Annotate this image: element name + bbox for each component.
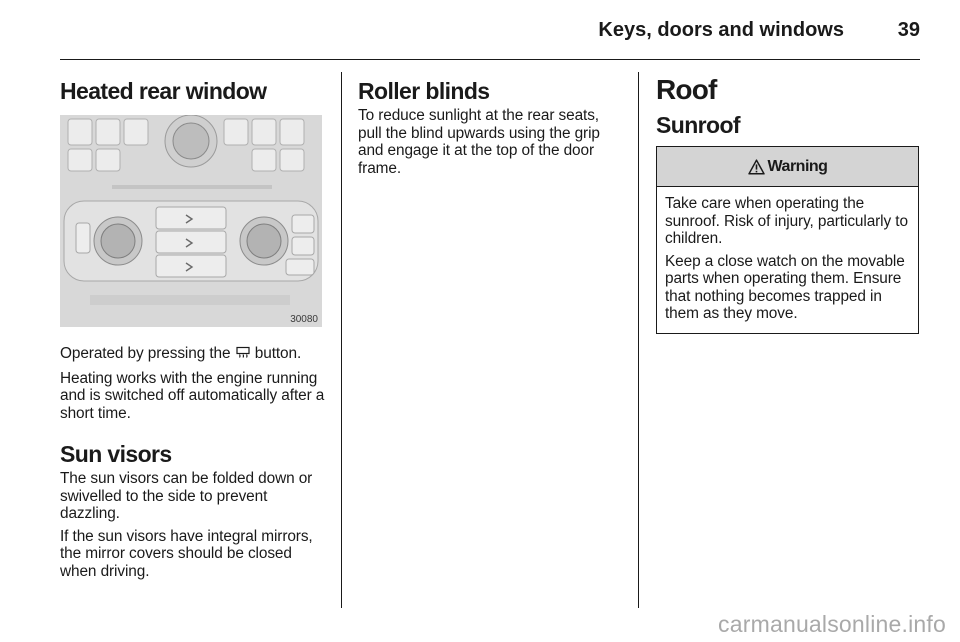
column-right xyxy=(656,62,920,334)
warning-triangle-icon xyxy=(748,159,765,175)
sunroof-heading: Sunroof xyxy=(656,112,740,138)
column-middle xyxy=(358,62,620,177)
column-left xyxy=(60,62,326,580)
instruction-text-start: Operated by pressing the xyxy=(60,345,235,362)
warning-body xyxy=(657,187,918,333)
column-divider xyxy=(638,72,639,608)
page-number: 39 xyxy=(897,19,920,41)
climate-control-panel-photo xyxy=(60,115,322,327)
roller-blinds-text: To reduce sunlight at the rear seats, pull the blind upwards using the grip and engage it at the top of the door frame. xyxy=(358,107,600,177)
warning-header xyxy=(657,147,918,187)
instruction-text-end: button. xyxy=(250,345,302,362)
sun-visors-text-2: If the sun visors have integral mirrors, the mirror covers should be closed when driving. xyxy=(60,527,313,580)
heated-rear-window-heading: Heated rear window xyxy=(60,78,267,104)
warning-text-2: Keep a close watch on the movable parts when operating them. Ensure that nothing becomes trapped in them as they move. xyxy=(665,252,905,322)
sun-visors-heading: Sun visors xyxy=(60,441,172,467)
heated-rear-window-info: Heating works with the engine running and is switched off automatically after a short time. xyxy=(60,369,325,422)
roof-heading: Roof xyxy=(656,74,717,105)
warning-box xyxy=(656,146,919,334)
page-header xyxy=(60,0,920,60)
warning-title: Warning xyxy=(767,157,828,175)
chapter-title: Keys, doors and windows xyxy=(598,19,844,41)
figure-code: 30080 xyxy=(290,314,318,325)
warning-text-1: Take care when operating the sunroof. Risk of injury, particularly to children. xyxy=(665,195,908,247)
sun-visors-text-1: The sun visors can be folded down or swivelled to the side to prevent dazzling. xyxy=(60,470,313,522)
climate-panel-illustration xyxy=(60,115,322,327)
heated-rear-window-icon xyxy=(236,346,250,365)
heated-rear-window-instruction xyxy=(60,345,326,365)
column-divider xyxy=(341,72,342,608)
watermark: carmanualsonline.info xyxy=(718,611,946,637)
roller-blinds-heading: Roller blinds xyxy=(358,78,490,104)
